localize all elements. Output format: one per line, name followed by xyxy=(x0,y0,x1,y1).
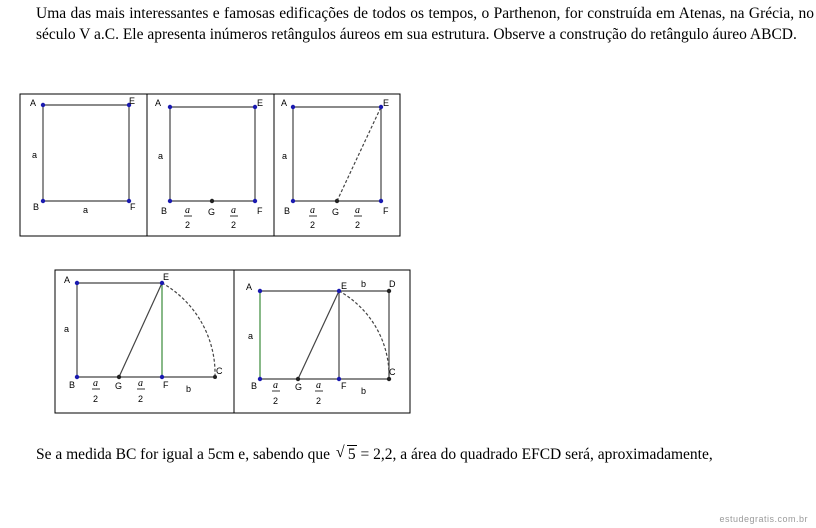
p3-half-right-den: 2 xyxy=(355,220,361,230)
p2-label-a-side: a xyxy=(158,151,164,161)
p4-label-F: F xyxy=(163,380,169,390)
p2-label-F: F xyxy=(257,206,263,216)
p2-half-left-num: a xyxy=(185,205,190,216)
p2-label-B: B xyxy=(161,206,168,216)
p1-label-F: F xyxy=(130,202,136,212)
p2-half-left-den: 2 xyxy=(185,220,191,230)
p4-label-B: B xyxy=(69,380,76,390)
p2-label-G: G xyxy=(208,207,216,217)
p1-label-A: A xyxy=(30,98,37,108)
sqrt-value: = 2,2 xyxy=(360,446,393,463)
watermark: estudegratis.com.br xyxy=(719,514,808,524)
intro-paragraph: Uma das mais interessantes e famosas edificações de todos os tempos, o Parthenon, for construída em Atenas, na Grécia, no século V a.C. Ele apresenta inúmeros retângulos áureos em sua estrutura. Observe a construção do retângulo áureo ABCD. xyxy=(36,5,814,43)
p1-label-B: B xyxy=(33,202,40,212)
p5-label-B: B xyxy=(251,381,258,391)
p3-half-left-den: 2 xyxy=(310,220,316,230)
panel-2 xyxy=(170,107,255,201)
p2-half-right-num: a xyxy=(231,205,236,216)
p3-label-a-side: a xyxy=(282,151,288,161)
panel-1 xyxy=(43,105,129,201)
p5-label-F: F xyxy=(341,381,347,391)
panel-5 xyxy=(260,291,389,379)
p5-half-left-den: 2 xyxy=(273,396,279,406)
p4-label-E: E xyxy=(163,272,170,282)
p2-label-A: A xyxy=(155,98,162,108)
p1-label-a-side: a xyxy=(32,150,38,160)
p3-label-E: E xyxy=(383,98,390,108)
p3-half-left-num: a xyxy=(310,205,315,216)
panel-4 xyxy=(77,283,215,377)
p4-label-C: C xyxy=(216,366,223,376)
panel-3 xyxy=(293,107,381,201)
p4-half-right-num: a xyxy=(138,378,143,389)
question-text-before: Se a medida BC for igual a 5cm e, sabendo que xyxy=(36,446,330,463)
p2-half-right-den: 2 xyxy=(231,220,237,230)
p3-label-G: G xyxy=(332,207,340,217)
p5-half-right-num: a xyxy=(316,380,321,391)
p4-label-a-side: a xyxy=(64,324,70,334)
p4-half-right-den: 2 xyxy=(138,394,144,404)
sqrt-expression xyxy=(336,443,357,467)
p4-label-A: A xyxy=(64,275,71,285)
p4-half-left-num: a xyxy=(93,378,98,389)
p5-label-A: A xyxy=(246,282,253,292)
p5-label-D: D xyxy=(389,279,396,289)
p4-label-G: G xyxy=(115,381,123,391)
p5-label-b-bottom: b xyxy=(361,386,367,396)
p5-label-a-side: a xyxy=(248,331,254,341)
radical-sign-icon: √ xyxy=(335,444,345,461)
p3-label-B: B xyxy=(284,206,291,216)
p1-label-E: E xyxy=(129,96,136,106)
p5-label-C: C xyxy=(389,367,396,377)
p5-half-right-den: 2 xyxy=(316,396,322,406)
p4-half-left-den: 2 xyxy=(93,394,99,404)
p3-label-A: A xyxy=(281,98,288,108)
question-text-after: , a área do quadrado EFCD será, aproximadamente, xyxy=(392,446,713,463)
p3-label-F: F xyxy=(383,206,389,216)
p2-label-E: E xyxy=(257,98,264,108)
p5-label-b-top: b xyxy=(361,279,367,289)
p4-label-b: b xyxy=(186,384,192,394)
question-paragraph xyxy=(36,443,814,467)
p1-label-a-bottom: a xyxy=(83,205,89,215)
p5-half-left-num: a xyxy=(273,380,278,391)
panel-4-frame xyxy=(55,270,234,413)
radicand: 5 xyxy=(347,446,356,463)
p5-label-E: E xyxy=(341,281,348,291)
p3-half-right-num: a xyxy=(355,205,360,216)
p5-label-G: G xyxy=(295,382,303,392)
